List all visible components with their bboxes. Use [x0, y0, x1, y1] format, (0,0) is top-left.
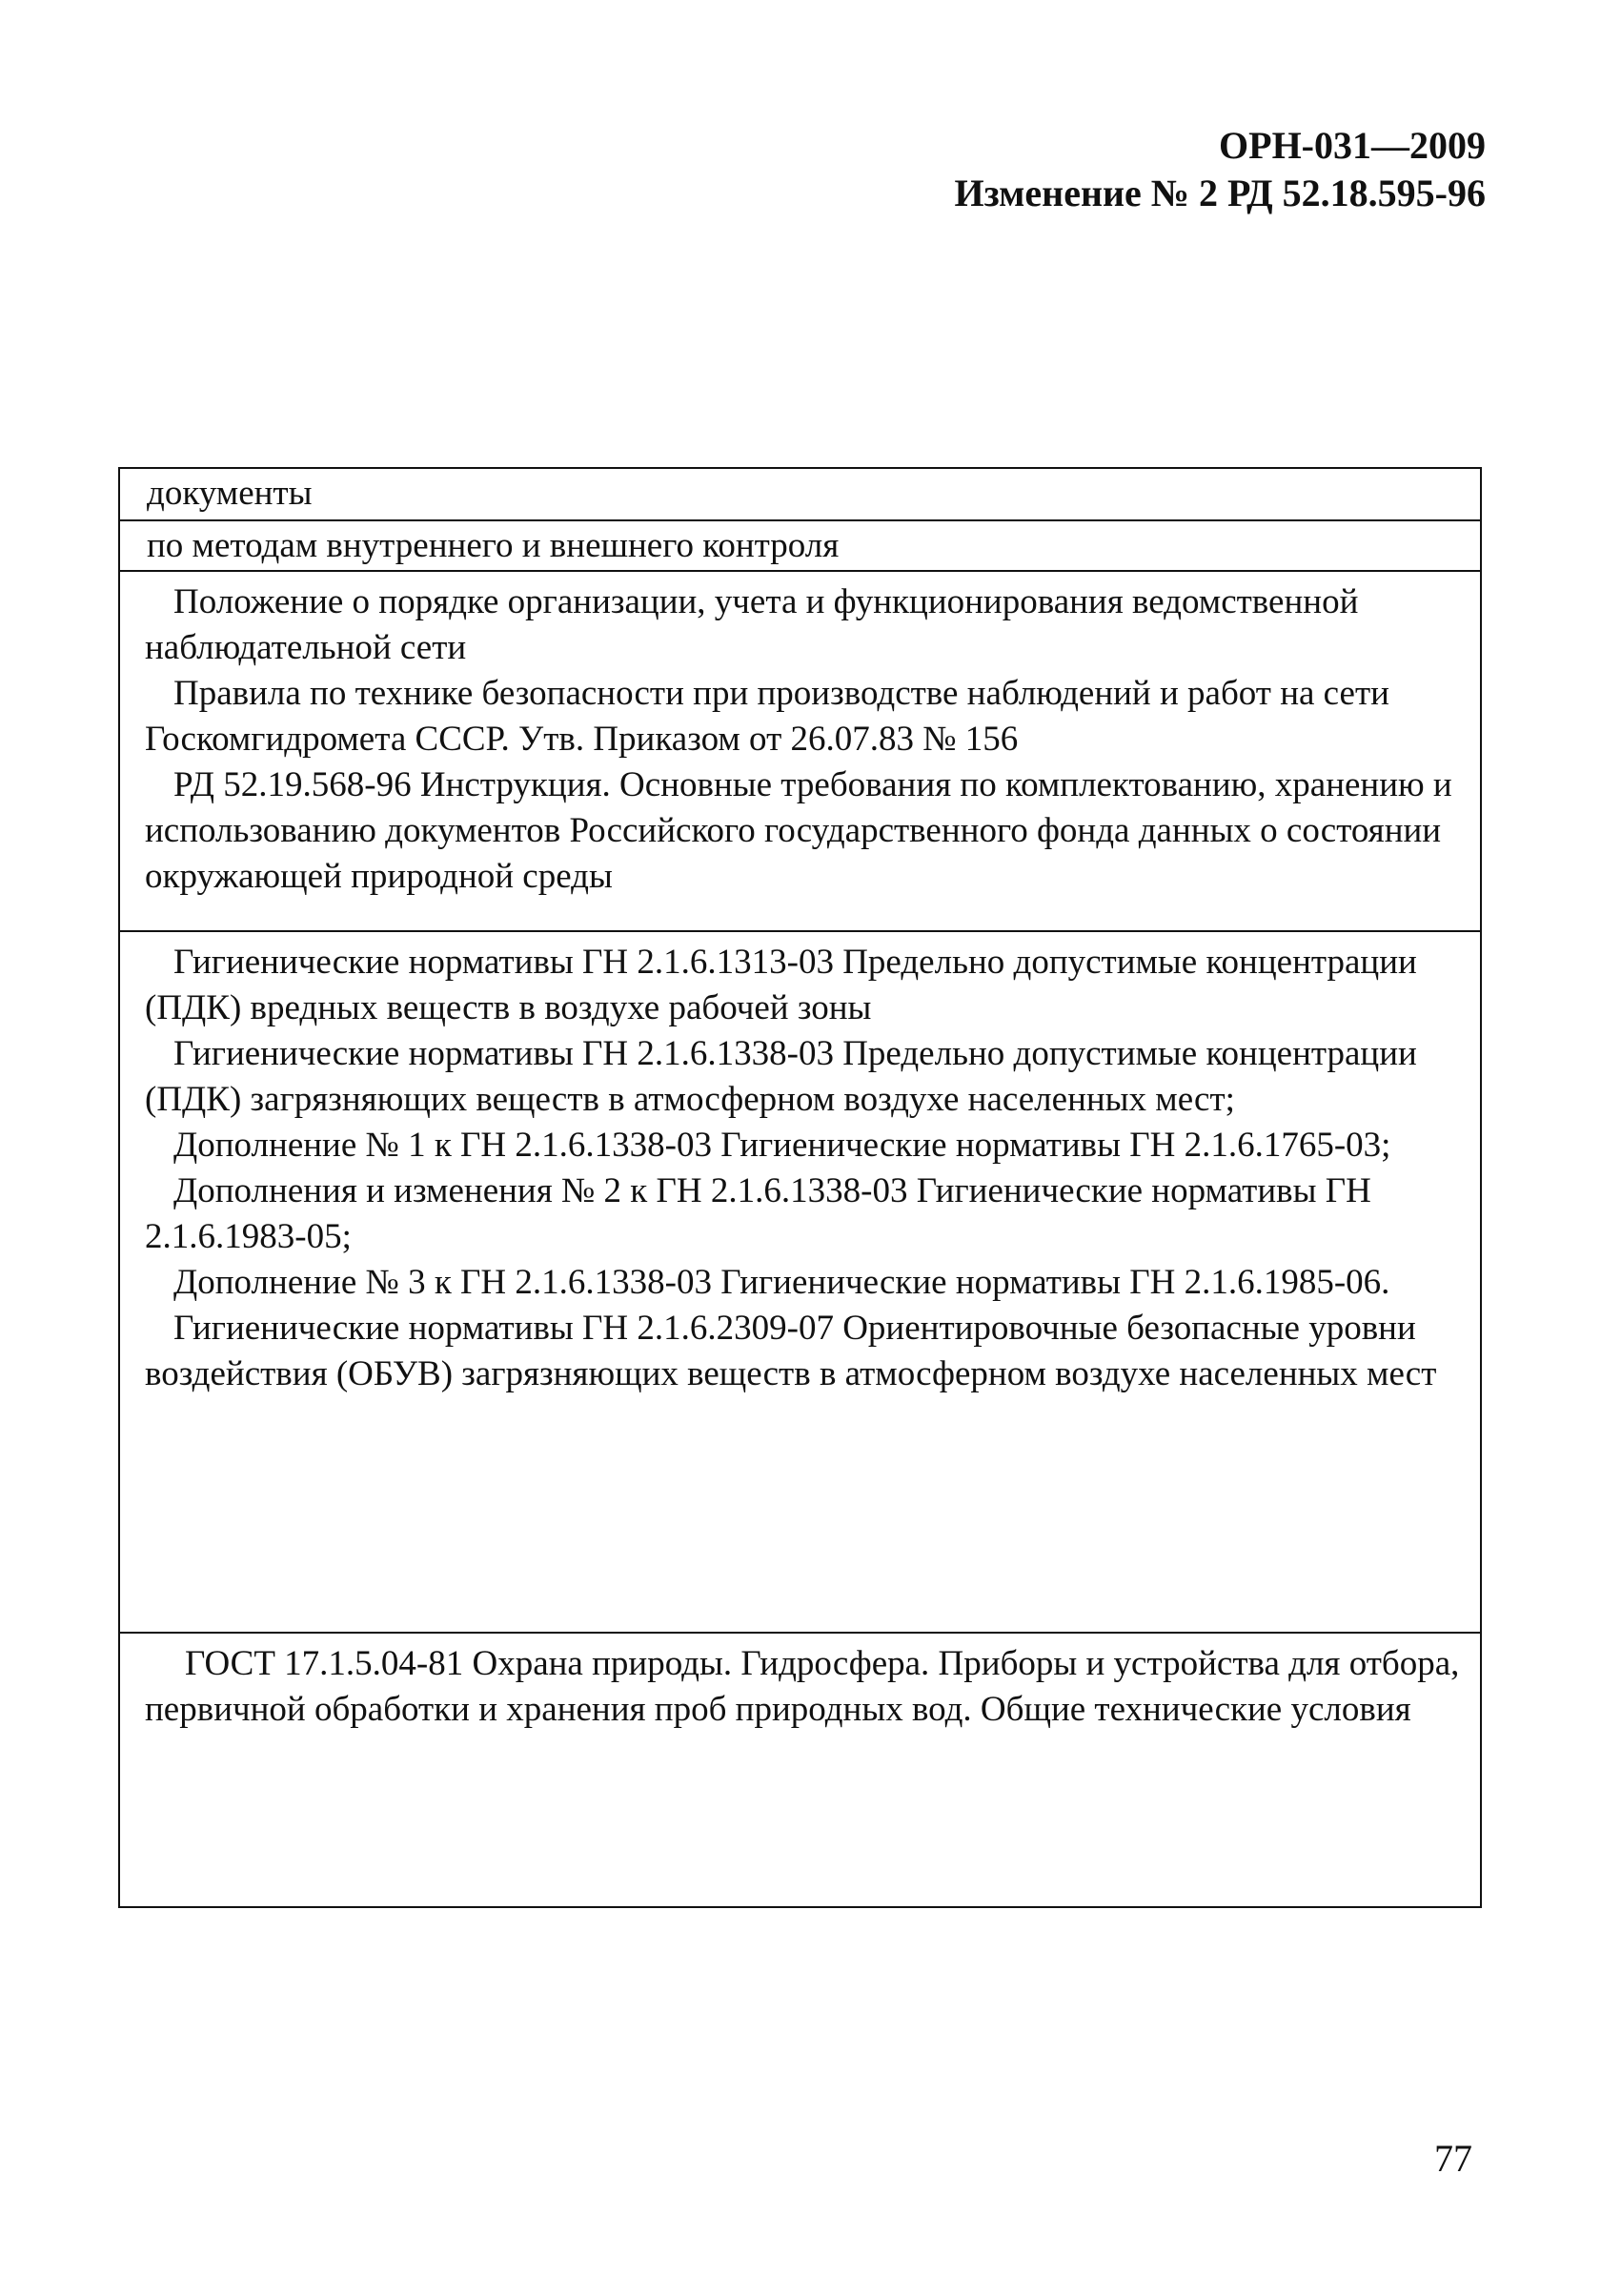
table-row [120, 570, 1480, 930]
reference-documents-table [118, 467, 1482, 1908]
table-row: по методам внутреннего и внешнего контроля [120, 519, 1480, 570]
document-reference: Гигиенические нормативы ГН 2.1.6.1338-03 Предельно допустимые концентрации (ПДК) загрязняющих веществ в атмосферном воздухе населенных мест; [145, 1034, 1417, 1119]
document-header [955, 122, 1486, 217]
table-row [120, 930, 1480, 1632]
document-reference: Гигиенические нормативы ГН 2.1.6.2309-07 Ориентировочные безопасные уровни воздействия (ОБУВ) загрязняющих веществ в атмосферном воздухе населенных мест [145, 1309, 1437, 1393]
document-reference: Положение о порядке организации, учета и функционирования ведомственной наблюдательной сети [145, 582, 1359, 667]
document-reference: Дополнение № 1 к ГН 2.1.6.1338-03 Гигиенические нормативы ГН 2.1.6.1765-03; [173, 1126, 1391, 1165]
document-reference: ГОСТ 17.1.5.04-81 Охрана природы. Гидросфера. Приборы и устройства для отбора, первичной обработки и хранения проб природных вод. Общие технические условия [145, 1644, 1460, 1729]
document-reference: Правила по технике безопасности при производстве наблюдений и работ на сети Госкомгидромета СССР. Утв. Приказом от 26.07.83 № 156 [145, 674, 1389, 759]
table-row [120, 1632, 1480, 1906]
document-reference: РД 52.19.568-96 Инструкция. Основные требования по комплектованию, хранению и использованию документов Российского государственного фонда данных о состоянии окружающей природной среды [145, 765, 1452, 896]
document-reference: Дополнение № 3 к ГН 2.1.6.1338-03 Гигиенические нормативы ГН 2.1.6.1985-06. [173, 1263, 1390, 1302]
document-reference: Гигиенические нормативы ГН 2.1.6.1313-03 Предельно допустимые концентрации (ПДК) вредных веществ в воздухе рабочей зоны [145, 943, 1417, 1027]
document-reference: Дополнения и изменения № 2 к ГН 2.1.6.1338-03 Гигиенические нормативы ГН 2.1.6.1983-05; [145, 1171, 1371, 1256]
amendment-title: Изменение № 2 РД 52.18.595-96 [954, 172, 1486, 214]
document-code: ОРН-031—2009 [1219, 124, 1486, 167]
table-row: документы [147, 474, 313, 513]
page-number: 77 [1434, 2137, 1472, 2180]
